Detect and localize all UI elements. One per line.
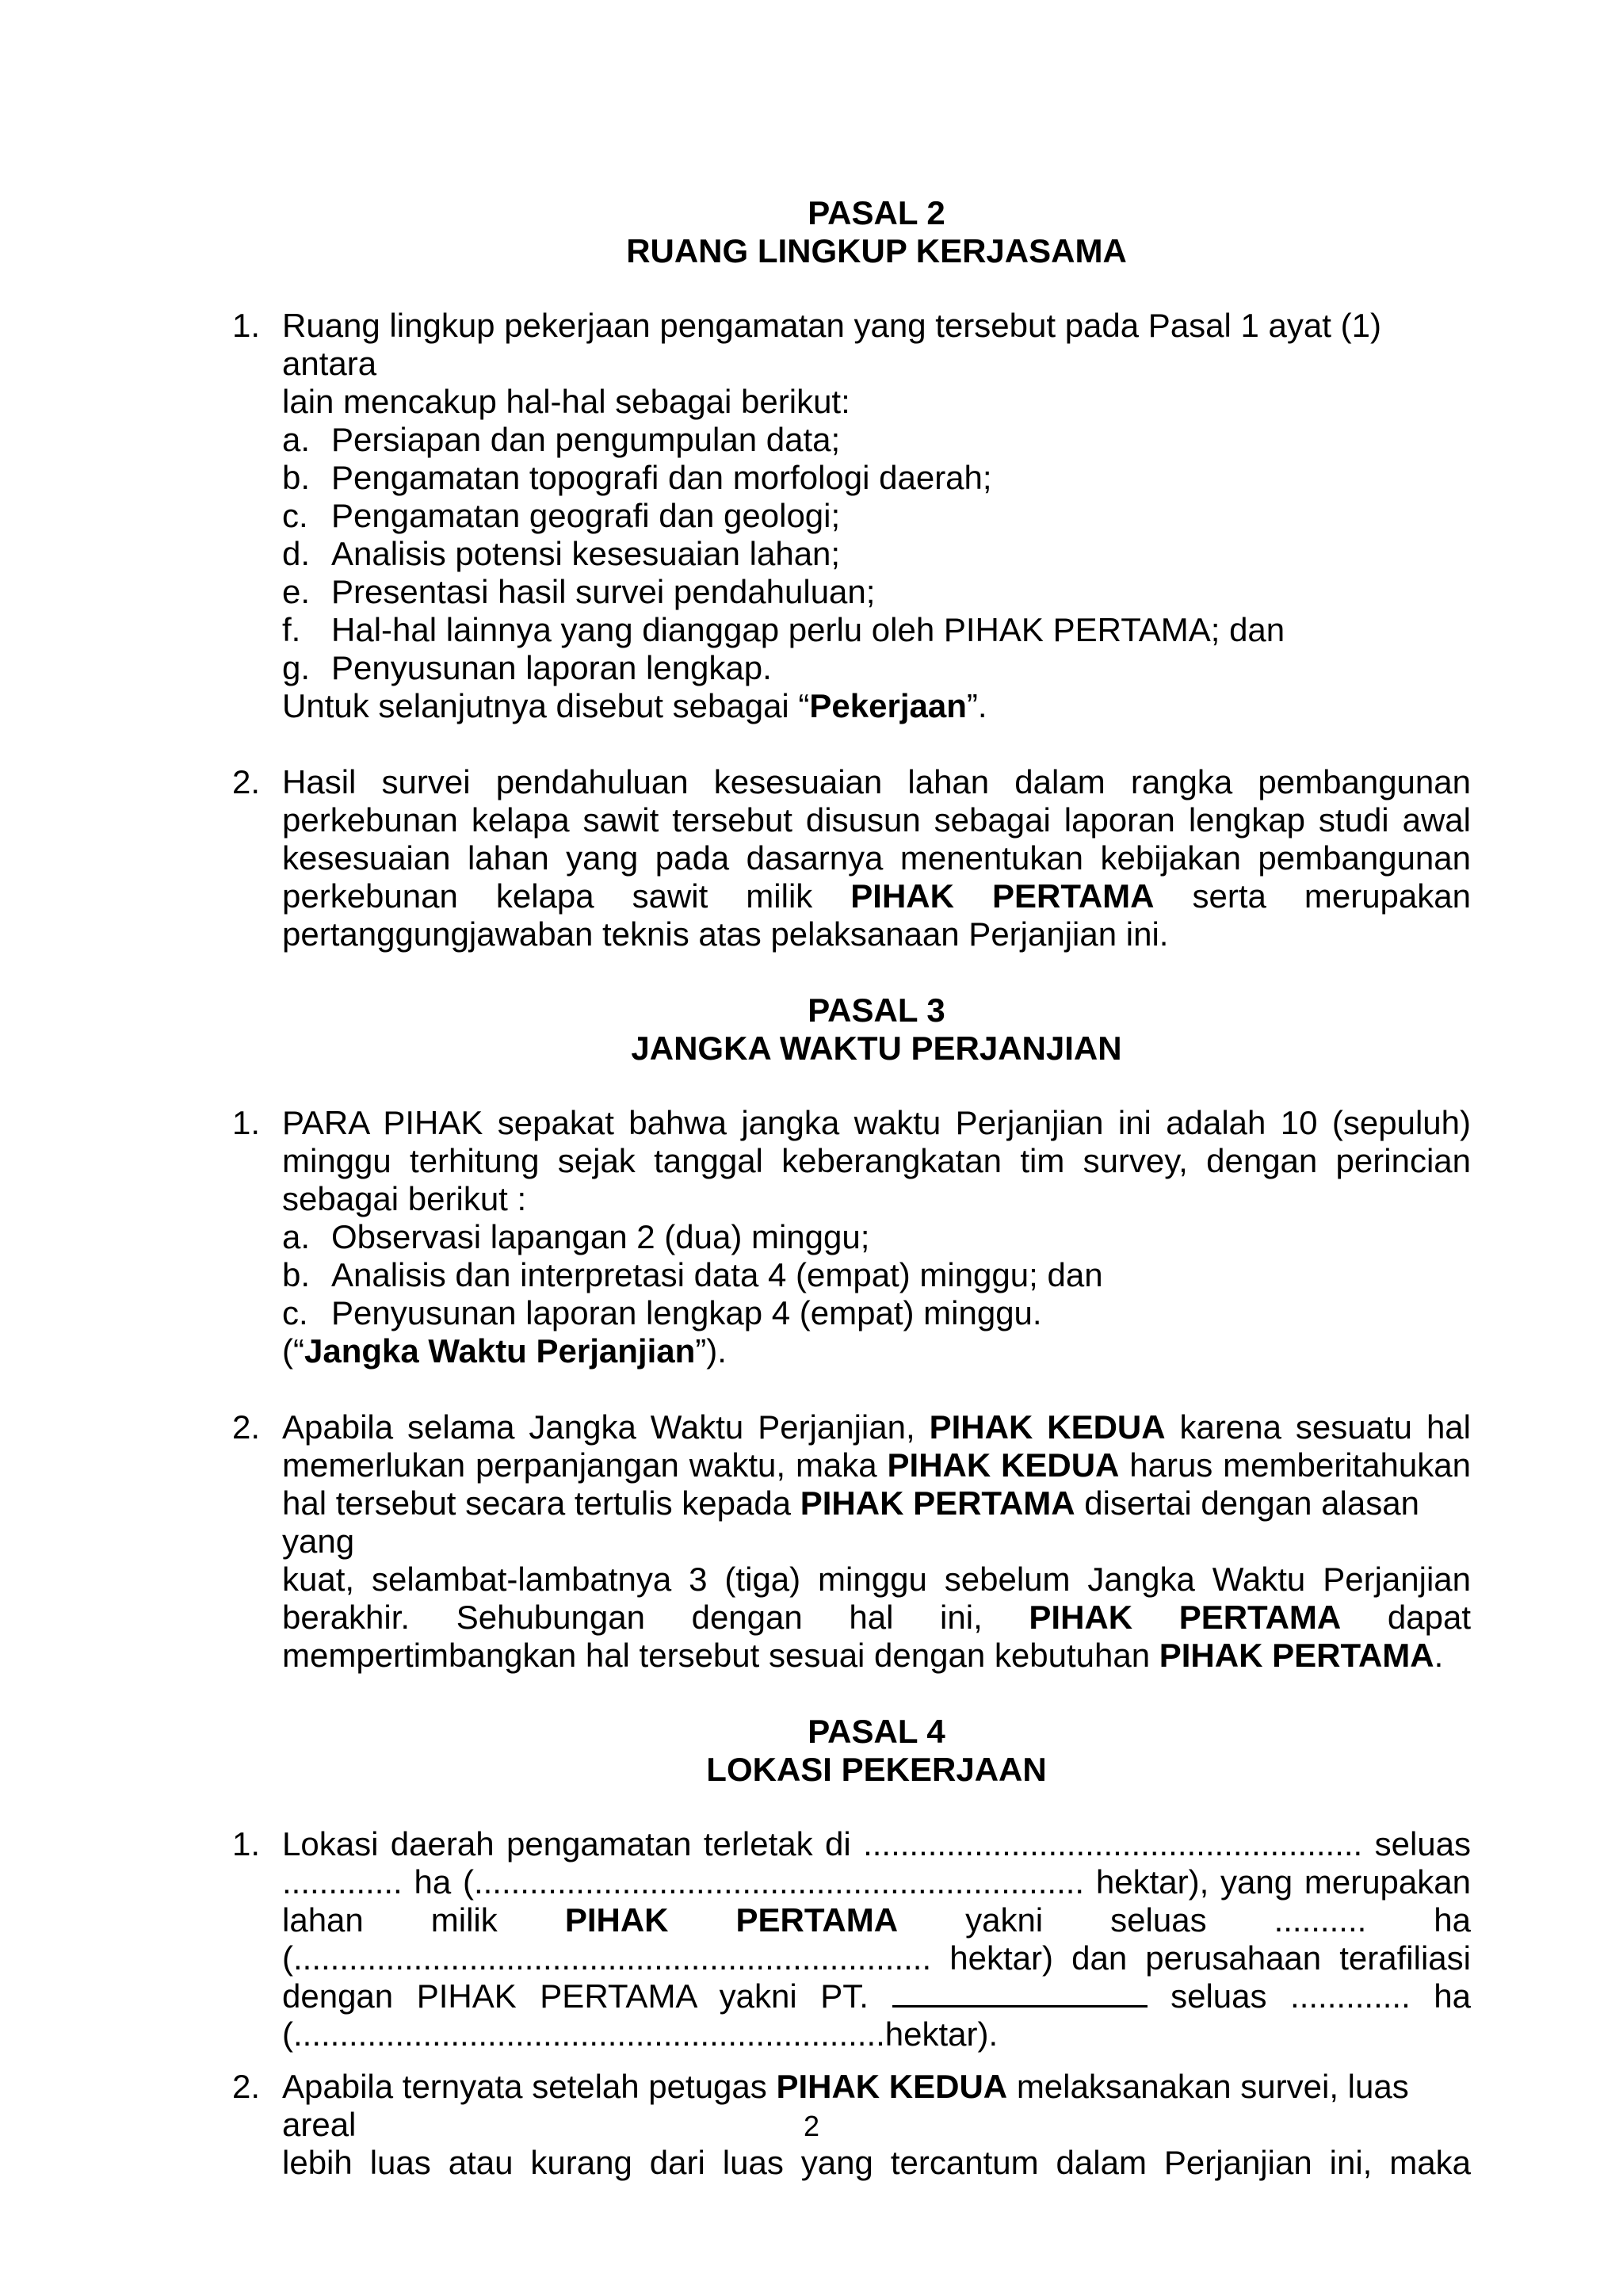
sub-letter: c. — [282, 1294, 308, 1331]
sub-text: Presentasi hasil survei pendahuluan; — [331, 573, 876, 610]
party-name: PIHAK PERTAMA — [564, 1901, 899, 1939]
pasal-4-heading — [282, 1713, 1471, 1789]
list-item — [282, 649, 1471, 687]
sub-letter: c. — [282, 497, 308, 534]
sub-text: Hal-hal lainnya yang dianggap perlu oleh PIHAK PERTAMA; dan — [331, 611, 1285, 648]
sub-text: Persiapan dan pengumpulan data; — [331, 421, 841, 458]
item-line: ............. ha (.................................................................. hektar), yang merupakan — [282, 1863, 1471, 1901]
item-line: lain mencakup hal-hal sebagai berikut: — [282, 383, 850, 420]
item-line: kuat, selambat-lambatnya 3 (tiga) minggu sebelum Jangka Waktu Perjanjian — [282, 1561, 1471, 1598]
item-number: 2. — [232, 763, 261, 800]
pasal-2-heading — [282, 194, 1471, 270]
page-number: 2 — [803, 2110, 820, 2142]
closing-text: ”. — [966, 687, 987, 724]
line-text: perkebunan kelapa sawit milik — [282, 877, 813, 915]
item-line — [282, 1408, 1471, 1446]
line-text: hal tersebut secara tertulis kepada — [282, 1484, 792, 1522]
pasal-3-item-2 — [232, 1408, 1471, 1675]
line-text: mempertimbangkan hal tersebut sesuai dengan kebutuhan — [282, 1637, 1151, 1674]
item-number: 1. — [232, 1104, 261, 1141]
party-name: PIHAK KEDUA — [887, 1446, 1120, 1484]
item-line: kesesuaian lahan yang pada dasarnya menentukan kebijakan pembangunan — [282, 839, 1471, 877]
item-line — [282, 877, 1471, 915]
item-closing — [282, 1332, 1471, 1370]
line-text: berakhir. Sehubungan dengan hal ini, — [282, 1599, 983, 1636]
item-closing — [282, 687, 1471, 725]
line-text: dapat — [1387, 1599, 1471, 1636]
sub-text: Pengamatan topografi dan morfologi daerah; — [331, 459, 992, 496]
sub-letter: b. — [282, 1256, 311, 1293]
pasal-4-subtitle: LOKASI PEKERJAAN — [706, 1751, 1047, 1788]
pasal-4-title: PASAL 4 — [808, 1713, 945, 1750]
line-text: seluas ............. ha — [1170, 1977, 1472, 2015]
item-line: lebih luas atau kurang dari luas yang tercantum dalam Perjanjian ini, maka — [282, 2144, 1471, 2181]
sub-text: Penyusunan laporan lengkap. — [331, 649, 772, 686]
party-name: PIHAK KEDUA — [776, 2068, 1008, 2105]
sub-text: Pengamatan geografi dan geologi; — [331, 497, 841, 534]
pasal-2-item-2 — [232, 763, 1471, 953]
pasal-2-subtitle: RUANG LINGKUP KERJASAMA — [626, 232, 1127, 269]
item-line: Lokasi daerah pengamatan terletak di ...................................................... seluas — [282, 1825, 1471, 1862]
sub-text: Penyusunan laporan lengkap 4 (empat) minggu. — [331, 1294, 1042, 1331]
item-line: perkebunan kelapa sawit tersebut disusun sebagai laporan lengkap studi awal — [282, 801, 1471, 839]
list-item — [282, 459, 1471, 497]
line-text: dengan PIHAK PERTAMA yakni PT. — [282, 1977, 869, 2015]
item-number: 1. — [232, 1825, 261, 1862]
list-item — [282, 1256, 1471, 1294]
sub-letter: g. — [282, 649, 311, 686]
list-item — [282, 421, 1471, 459]
sub-letter: d. — [282, 535, 311, 572]
list-item — [282, 1294, 1471, 1332]
pasal-3-subtitle: JANGKA WAKTU PERJANJIAN — [631, 1030, 1122, 1067]
sub-letter: a. — [282, 1218, 311, 1255]
party-name: PIHAK PERTAMA — [1159, 1637, 1434, 1674]
item-line: minggu terhitung sejak tanggal keberangkatan tim survey, dengan perincian — [282, 1142, 1471, 1179]
item-line: sebagai berikut : — [282, 1180, 527, 1217]
pasal-3-item-1 — [232, 1104, 1471, 1370]
item-line: Ruang lingkup pekerjaan pengamatan yang tersebut pada Pasal 1 ayat (1) antara — [282, 307, 1381, 382]
item-line: (................................................................hektar). — [282, 2015, 999, 2053]
list-item — [282, 497, 1471, 535]
closing-text: ”). — [695, 1332, 727, 1370]
sub-letter: b. — [282, 459, 311, 496]
party-name: PIHAK PERTAMA — [1029, 1599, 1342, 1636]
sub-text: Analisis dan interpretasi data 4 (empat) minggu; dan — [331, 1256, 1103, 1293]
party-name: PIHAK KEDUA — [929, 1408, 1166, 1446]
item-line — [282, 1446, 1471, 1484]
document-page — [232, 194, 1472, 2182]
pasal-2-title: PASAL 2 — [808, 194, 945, 231]
sub-letter: a. — [282, 421, 311, 458]
list-item — [282, 611, 1471, 649]
item-number: 1. — [232, 307, 261, 344]
item-line: PARA PIHAK sepakat bahwa jangka waktu Perjanjian ini adalah 10 (sepuluh) — [282, 1104, 1471, 1141]
line-text: karena sesuatu hal — [1179, 1408, 1471, 1446]
sub-text: Analisis potensi kesesuaian lahan; — [331, 535, 841, 572]
list-item — [282, 535, 1471, 573]
line-text: disertai dengan alasan yang — [282, 1484, 1419, 1560]
item-line: Hasil survei pendahuluan kesesuaian lahan dalam rangka pembangunan — [282, 763, 1471, 800]
party-name: PIHAK PERTAMA — [800, 1484, 1075, 1522]
pasal-2-item-1 — [232, 307, 1471, 725]
line-text: . — [1434, 1637, 1444, 1674]
defined-term: Pekerjaan — [809, 687, 967, 724]
party-name: PIHAK PERTAMA — [850, 877, 1155, 915]
item-number: 2. — [232, 1408, 261, 1446]
line-text: lahan milik — [282, 1901, 498, 1939]
pasal-4-item-1 — [232, 1825, 1472, 2053]
item-line — [282, 1901, 1471, 1939]
pasal-3-heading — [282, 991, 1471, 1068]
line-text: Apabila selama Jangka Waktu Perjanjian, — [282, 1408, 915, 1446]
line-text: harus memberitahukan — [1129, 1446, 1471, 1484]
item-line: (..................................................................... hektar) dan perusahaan terafiliasi — [282, 1939, 1471, 1977]
pasal-3-title: PASAL 3 — [808, 991, 945, 1029]
closing-text: Untuk selanjutnya disebut sebagai “ — [282, 687, 810, 724]
list-item — [282, 573, 1471, 611]
line-text: serta merupakan — [1192, 877, 1471, 915]
closing-text: (“ — [282, 1332, 304, 1370]
sub-letter: f. — [282, 611, 301, 648]
item-line — [282, 1484, 1471, 1561]
sub-letter: e. — [282, 573, 311, 610]
item-line — [282, 1637, 1471, 1675]
item-number: 2. — [232, 2068, 261, 2105]
defined-term: Jangka Waktu Perjanjian — [304, 1332, 696, 1370]
sub-text: Observasi lapangan 2 (dua) minggu; — [331, 1218, 870, 1255]
item-line: pertanggungjawaban teknis atas pelaksanaan Perjanjian ini. — [282, 915, 1169, 953]
line-text: Apabila ternyata setelah petugas — [282, 2068, 767, 2105]
blank-underline — [892, 1978, 1148, 2008]
item-line — [282, 1599, 1471, 1637]
list-item — [282, 1218, 1471, 1256]
item-line — [282, 1977, 1471, 2015]
line-text: yakni seluas .......... ha — [965, 1901, 1472, 1939]
line-text: melaksanakan survei, luas areal — [282, 2068, 1409, 2143]
line-text: memerlukan perpanjangan waktu, maka — [282, 1446, 877, 1484]
